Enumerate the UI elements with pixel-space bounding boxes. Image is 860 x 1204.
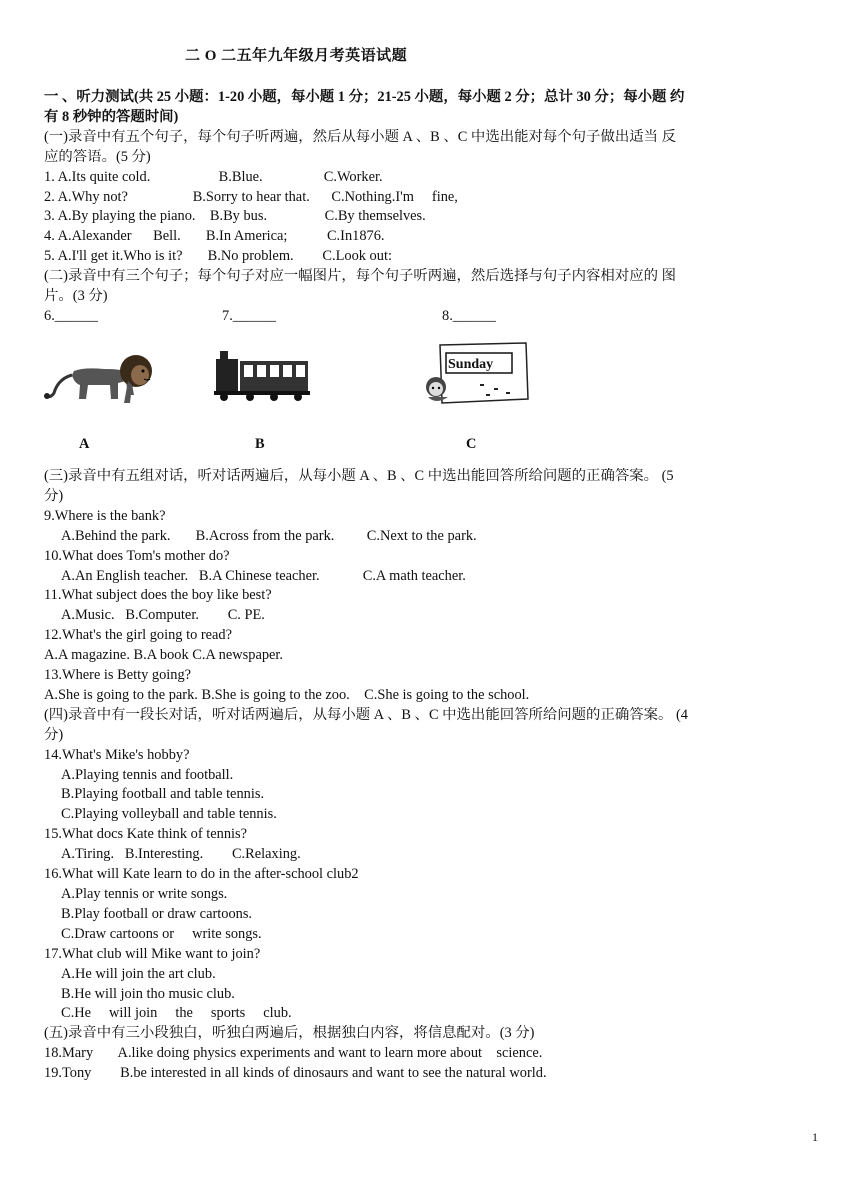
- part4-instruction: (四)录音中有一段长对话，听对话两遍后，从每小题 A 、B 、C 中选出能回答所给问题的正确答案。 (4: [44, 706, 688, 723]
- page-title: 二 O 二五年九年级月考英语试题: [185, 48, 408, 64]
- page-number: 1: [812, 1130, 818, 1144]
- question-18: 18.Mary A.like doing physics experiments and want to learn more about science.: [44, 1045, 543, 1062]
- part3-line: 10.What does Tom's mother do?: [44, 547, 230, 564]
- section-heading: 一 、听力测试(共 25 小题：1-20 小题，每小题 1 分；21-25 小题，每小题 2 分；总计 30 分；每小题 约: [44, 89, 685, 105]
- question-3: 3. A.By playing the piano. B.By bus. C.By themselves.: [44, 208, 426, 225]
- blank-8: 8.______: [442, 307, 496, 324]
- part3-line: A.A magazine. B.A book C.A newspaper.: [44, 647, 284, 664]
- part3-line: A.Behind the park. B.Across from the park. C.Next to the park.: [61, 527, 477, 544]
- question-4: 4. A.Alexander Bell. B.In America; C.In1876.: [44, 228, 385, 245]
- part3-instruction: (三)录音中有五组对话，听对话两遍后，从每小题 A 、B 、C 中选出能回答所给问题的正确答案。 (5: [44, 467, 674, 484]
- part4-line: C.Draw cartoons or write songs.: [61, 925, 262, 942]
- part4-line: C.He will join the sports club.: [61, 1005, 292, 1022]
- part4-line: 16.What will Kate learn to do in the after-school club2: [44, 866, 359, 883]
- part4-line: 17.What club will Mike want to join?: [44, 945, 261, 962]
- part2-instruction-cont: 片。(3 分): [44, 288, 108, 305]
- part4-questions: [44, 746, 822, 1025]
- answer-blanks: [44, 307, 822, 331]
- train-picture: [214, 347, 310, 403]
- part4-line: B.He will join tho music club.: [61, 985, 235, 1002]
- part1-instruction: (一)录音中有五个句子，每个句子听两遍，然后从每小题 A 、B 、C 中选出能对每个句子做出适当 反: [44, 128, 676, 145]
- part4-line: 15.What docs Kate think of tennis?: [44, 826, 248, 843]
- part4-line: B.Play football or draw cartoons.: [61, 905, 253, 922]
- question-5: 5. A.I'll get it.Who is it? B.No problem. C.Look out:: [44, 248, 392, 265]
- part1-instruction-cont: 应的答语。(5 分): [44, 148, 151, 165]
- picture-row: [44, 331, 822, 427]
- part4-line: A.Playing tennis and football.: [61, 766, 234, 783]
- picture-labels: [44, 427, 822, 467]
- part4-instruction-cont: 分): [44, 726, 64, 743]
- part4-line: B.Playing football and table tennis.: [61, 786, 265, 803]
- part3-line: 9.Where is the bank?: [44, 507, 166, 524]
- part5-instruction: (五)录音中有三小段独白，听独白两遍后，根据独白内容，将信息配对。(3 分): [44, 1025, 535, 1042]
- calendar-picture: [420, 339, 532, 409]
- blank-7: 7.______: [222, 307, 276, 324]
- part3-questions: [44, 507, 822, 706]
- part2-instruction: (二)录音中有三个句子；每个句子对应一幅图片，每个句子听两遍，然后选择与句子内容相对应的 图: [44, 268, 676, 285]
- label-a: A: [79, 435, 90, 452]
- question-19: 19.Tony B.be interested in all kinds of dinosaurs and want to see the natural world.: [44, 1065, 547, 1082]
- part3-line: 13.Where is Betty going?: [44, 667, 192, 684]
- part4-line: A.He will join the art club.: [61, 965, 216, 982]
- label-c: C: [466, 435, 477, 452]
- part3-instruction-cont: 分): [44, 487, 64, 504]
- part3-line: 12.What's the girl going to read?: [44, 627, 233, 644]
- part4-line: A.Tiring. B.Interesting. C.Relaxing.: [61, 846, 301, 863]
- lion-picture: [44, 345, 156, 411]
- part3-line: A.Music. B.Computer. C. PE.: [61, 607, 265, 624]
- question-1: 1. A.Its quite cold. B.Blue. C.Worker.: [44, 168, 383, 185]
- part4-line: A.Play tennis or write songs.: [61, 886, 228, 902]
- label-b: B: [255, 435, 265, 452]
- question-2: 2. A.Why not? B.Sorry to hear that. C.Nothing.I'm fine,: [44, 188, 458, 205]
- part3-line: A.She is going to the park. B.She is going to the zoo. C.She is going to the school.: [44, 686, 530, 703]
- part3-line: 11.What subject does the boy like best?: [44, 587, 272, 604]
- section-heading-cont: 有 8 秒钟的答题时间): [44, 108, 179, 125]
- part3-line: A.An English teacher. B.A Chinese teacher. C.A math teacher.: [61, 567, 466, 584]
- sunday-sign-text: Sunday: [448, 356, 494, 372]
- part4-line: 14.What's Mike's hobby?: [44, 746, 190, 763]
- exam-content: [44, 88, 822, 1084]
- blank-6: 6.______: [44, 307, 98, 324]
- part4-line: C.Playing volleyball and table tennis.: [61, 806, 277, 823]
